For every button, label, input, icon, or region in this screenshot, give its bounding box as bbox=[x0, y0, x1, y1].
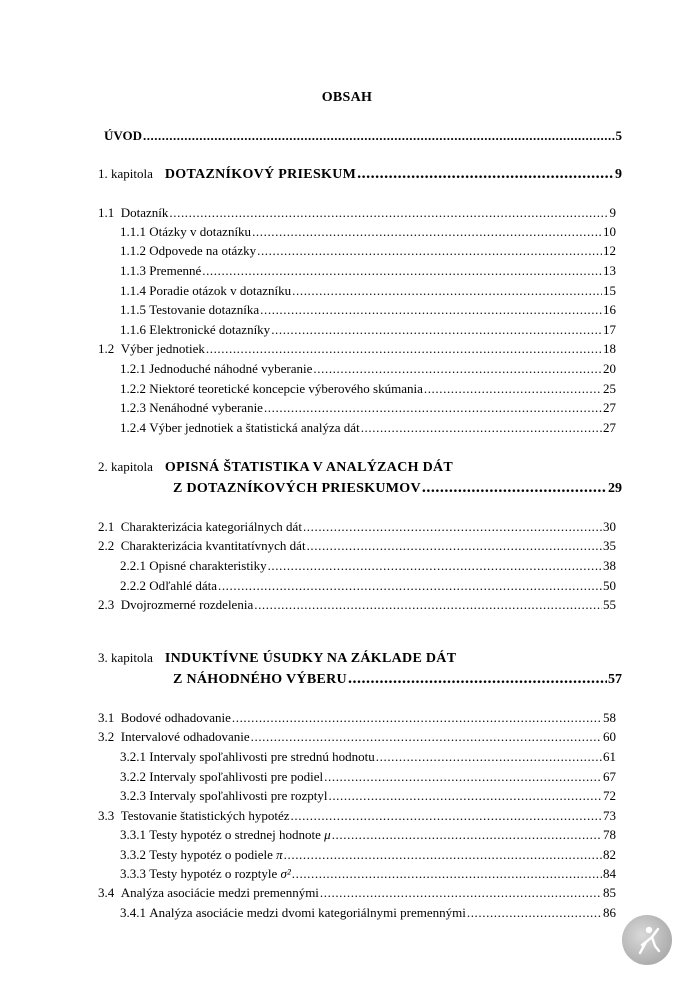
toc-entry[interactable] bbox=[120, 749, 616, 765]
entry-page: 35 bbox=[603, 538, 616, 553]
dot-leader bbox=[284, 848, 602, 861]
toc-intro[interactable] bbox=[104, 128, 622, 144]
dot-leader bbox=[424, 382, 602, 395]
toc-entry[interactable] bbox=[120, 243, 616, 259]
entry-title: Elektronické dotazníky bbox=[149, 322, 271, 337]
entry-number: 1.2.2 bbox=[120, 381, 146, 396]
entry-title: Testovanie štatistických hypotéz bbox=[120, 808, 290, 823]
dot-leader bbox=[303, 520, 602, 533]
entry-page: 10 bbox=[603, 224, 616, 239]
dot-leader bbox=[376, 750, 602, 763]
toc-entry[interactable] bbox=[120, 361, 616, 377]
entry-number: 2.1 bbox=[98, 519, 115, 534]
dot-leader bbox=[232, 711, 602, 724]
toc-entry[interactable] bbox=[120, 558, 616, 574]
chapter-title-line-1: INDUKTÍVNE ÚSUDKY NA ZÁKLADE DÁT bbox=[164, 651, 457, 666]
dot-leader bbox=[422, 480, 607, 496]
entry-number: 3.2.3 bbox=[120, 788, 146, 803]
entry-page: 78 bbox=[603, 827, 616, 842]
entry-title: Testy hypotéz o podiele bbox=[149, 847, 273, 862]
entry-title: Výber jednotiek bbox=[120, 341, 205, 356]
dot-leader bbox=[307, 539, 602, 552]
entry-number: 3.3.1 bbox=[120, 827, 146, 842]
entry-title: Intervaly spoľahlivosti pre podiel bbox=[149, 769, 324, 784]
entry-number: 3.3.2 bbox=[120, 847, 146, 862]
dot-leader bbox=[143, 129, 614, 142]
dot-leader bbox=[361, 421, 602, 434]
entry-number: 1.2 bbox=[98, 341, 115, 356]
entry-page: 12 bbox=[603, 243, 616, 258]
dot-leader bbox=[291, 809, 602, 822]
entry-title: Testy hypotéz o strednej hodnote bbox=[149, 827, 321, 842]
entry-title: Testy hypotéz o rozptyle bbox=[149, 866, 278, 881]
entry-page: 25 bbox=[603, 381, 616, 396]
chapter-3-heading-line-2[interactable] bbox=[173, 671, 622, 688]
chapter-3-heading[interactable] bbox=[98, 650, 622, 667]
chapter-2-heading[interactable] bbox=[98, 459, 622, 476]
entry-title: Niektoré teoretické koncepcie výberového skúmania bbox=[149, 381, 423, 396]
dot-leader bbox=[264, 401, 602, 414]
chapter-title: DOTAZNÍKOVÝ PRIESKUM bbox=[164, 167, 357, 182]
entry-number: 1.1.5 bbox=[120, 302, 146, 317]
toc-intro-page: 5 bbox=[615, 128, 622, 143]
figure-icon bbox=[622, 915, 672, 965]
chapter-title-line-2: Z NÁHODNÉHO VÝBERU bbox=[173, 672, 347, 687]
entry-number: 1.1.6 bbox=[120, 322, 146, 337]
chapter-2-heading-line-2[interactable] bbox=[173, 480, 622, 497]
entry-page: 9 bbox=[609, 205, 616, 220]
toc-entry[interactable] bbox=[120, 263, 616, 279]
entry-page: 61 bbox=[603, 749, 616, 764]
toc-entry[interactable] bbox=[120, 769, 616, 785]
dot-leader bbox=[202, 264, 602, 277]
entry-number: 3.2.1 bbox=[120, 749, 146, 764]
chapter-page: 29 bbox=[608, 481, 622, 496]
dot-leader bbox=[357, 166, 614, 182]
entry-page: 13 bbox=[603, 263, 616, 278]
entry-number: 1.1 bbox=[98, 205, 115, 220]
entry-page: 85 bbox=[603, 885, 616, 900]
entry-page: 38 bbox=[603, 558, 616, 573]
entry-title: Odľahlé dáta bbox=[149, 578, 217, 593]
entry-title: Intervaly spoľahlivosti pre rozptyl bbox=[149, 788, 328, 803]
page-title: OBSAH bbox=[321, 90, 373, 105]
chapter-title-line-1: OPISNÁ ŠTATISTIKA V ANALÝZACH DÁT bbox=[164, 460, 454, 475]
toc-entry[interactable] bbox=[98, 710, 616, 726]
dot-leader bbox=[313, 362, 602, 375]
math-symbol: σ² bbox=[280, 866, 291, 881]
math-symbol: π bbox=[276, 847, 283, 862]
toc-entry[interactable] bbox=[120, 420, 616, 436]
entry-number: 3.3 bbox=[98, 808, 115, 823]
toc-entry[interactable] bbox=[98, 885, 616, 901]
entry-page: 72 bbox=[603, 788, 616, 803]
entry-number: 2.2.2 bbox=[120, 578, 146, 593]
dot-leader bbox=[324, 770, 602, 783]
entry-page: 27 bbox=[603, 420, 616, 435]
entry-title: Odpovede na otázky bbox=[149, 243, 257, 258]
entry-page: 18 bbox=[603, 341, 616, 356]
entry-number: 3.2.2 bbox=[120, 769, 146, 784]
dot-leader bbox=[206, 342, 602, 355]
chapter-page: 9 bbox=[615, 167, 622, 182]
toc-entry[interactable] bbox=[98, 538, 616, 554]
entry-number: 1.1.1 bbox=[120, 224, 146, 239]
entry-number: 3.2 bbox=[98, 729, 115, 744]
entry-number: 3.4.1 bbox=[120, 905, 146, 920]
toc-entry[interactable] bbox=[120, 827, 616, 843]
toc-entry[interactable] bbox=[120, 400, 616, 416]
math-symbol: μ bbox=[324, 827, 331, 842]
entry-number: 3.1 bbox=[98, 710, 115, 725]
entry-number: 2.3 bbox=[98, 597, 115, 612]
dot-leader bbox=[320, 886, 602, 899]
dot-leader bbox=[260, 303, 602, 316]
entry-title: Testovanie dotazníka bbox=[149, 302, 260, 317]
toc-entry[interactable] bbox=[98, 341, 616, 357]
dot-leader bbox=[292, 284, 602, 297]
entry-title: Výber jednotiek a štatistická analýza dát bbox=[149, 420, 360, 435]
entry-number: 2.2 bbox=[98, 538, 115, 553]
toc-entry[interactable] bbox=[120, 578, 616, 594]
entry-title: Dvojrozmerné rozdelenia bbox=[120, 597, 254, 612]
chapter-title-line-2: Z DOTAZNÍKOVÝCH PRIESKUMOV bbox=[173, 481, 421, 496]
dot-leader bbox=[348, 671, 607, 687]
entry-number: 1.1.3 bbox=[120, 263, 146, 278]
entry-page: 15 bbox=[603, 283, 616, 298]
entry-title: Nenáhodné vyberanie bbox=[149, 400, 263, 415]
entry-page: 82 bbox=[603, 847, 616, 862]
dot-leader bbox=[218, 579, 602, 592]
toc-intro-label: ÚVOD bbox=[104, 128, 143, 143]
entry-number: 1.2.4 bbox=[120, 420, 146, 435]
toc-entry[interactable] bbox=[120, 866, 616, 882]
dot-leader bbox=[328, 789, 602, 802]
entry-title: Intervaly spoľahlivosti pre strednú hodnotu bbox=[149, 749, 375, 764]
dot-leader bbox=[169, 206, 608, 219]
toc-entry[interactable] bbox=[120, 302, 616, 318]
chapter-1-heading[interactable] bbox=[98, 166, 622, 183]
entry-title: Premenné bbox=[149, 263, 202, 278]
entry-page: 55 bbox=[603, 597, 616, 612]
entry-title: Dotazník bbox=[120, 205, 169, 220]
entry-page: 50 bbox=[603, 578, 616, 593]
entry-title: Poradie otázok v dotazníku bbox=[149, 283, 292, 298]
entry-title: Charakterizácia kvantitatívnych dát bbox=[120, 538, 306, 553]
toc-entry[interactable] bbox=[120, 905, 616, 921]
dot-leader bbox=[292, 867, 602, 880]
entry-title: Analýza asociácie medzi dvomi kategoriálnymi premennými bbox=[149, 905, 466, 920]
chapter-number: 1. kapitola bbox=[98, 166, 153, 181]
toc-entry[interactable] bbox=[120, 847, 616, 863]
entry-title: Opisné charakteristiky bbox=[149, 558, 267, 573]
entry-number: 2.2.1 bbox=[120, 558, 146, 573]
chapter-number: 3. kapitola bbox=[98, 650, 153, 665]
entry-number: 1.1.2 bbox=[120, 243, 146, 258]
toc-entry[interactable] bbox=[120, 224, 616, 240]
chapter-number: 2. kapitola bbox=[98, 459, 153, 474]
entry-page: 30 bbox=[603, 519, 616, 534]
chapter-page: 57 bbox=[608, 672, 622, 687]
entry-title: Otázky v dotazníku bbox=[149, 224, 252, 239]
entry-page: 16 bbox=[603, 302, 616, 317]
dot-leader bbox=[254, 598, 602, 611]
entry-number: 1.2.3 bbox=[120, 400, 146, 415]
entry-page: 60 bbox=[603, 729, 616, 744]
dot-leader bbox=[332, 828, 602, 841]
toc-entry[interactable] bbox=[98, 729, 616, 745]
toc-entry[interactable] bbox=[98, 808, 616, 824]
dot-leader bbox=[257, 244, 602, 257]
entry-page: 27 bbox=[603, 400, 616, 415]
toc-entry[interactable] bbox=[120, 322, 616, 338]
dot-leader bbox=[271, 323, 602, 336]
entry-title: Intervalové odhadovanie bbox=[120, 729, 250, 744]
entry-number: 1.2.1 bbox=[120, 361, 146, 376]
entry-title: Jednoduché náhodné vyberanie bbox=[149, 361, 313, 376]
entry-page: 86 bbox=[603, 905, 616, 920]
entry-page: 20 bbox=[603, 361, 616, 376]
toc-entry[interactable] bbox=[98, 597, 616, 613]
dot-leader bbox=[251, 730, 602, 743]
entry-page: 84 bbox=[603, 866, 616, 881]
entry-page: 17 bbox=[603, 322, 616, 337]
entry-page: 73 bbox=[603, 808, 616, 823]
entry-title: Bodové odhadovanie bbox=[120, 710, 231, 725]
entry-number: 1.1.4 bbox=[120, 283, 146, 298]
toc-entry[interactable] bbox=[120, 788, 616, 804]
entry-page: 58 bbox=[603, 710, 616, 725]
watermark-logo bbox=[622, 915, 672, 965]
entry-page: 67 bbox=[603, 769, 616, 784]
dot-leader bbox=[268, 559, 602, 572]
toc-entry[interactable] bbox=[98, 205, 616, 221]
toc-entry[interactable] bbox=[120, 283, 616, 299]
dot-leader bbox=[252, 225, 602, 238]
toc-entry[interactable] bbox=[120, 381, 616, 397]
toc-entry[interactable] bbox=[98, 519, 616, 535]
entry-number: 3.3.3 bbox=[120, 866, 146, 881]
entry-title: Analýza asociácie medzi premennými bbox=[120, 885, 319, 900]
dot-leader bbox=[467, 906, 602, 919]
entry-title: Charakterizácia kategoriálnych dát bbox=[120, 519, 302, 534]
entry-number: 3.4 bbox=[98, 885, 115, 900]
